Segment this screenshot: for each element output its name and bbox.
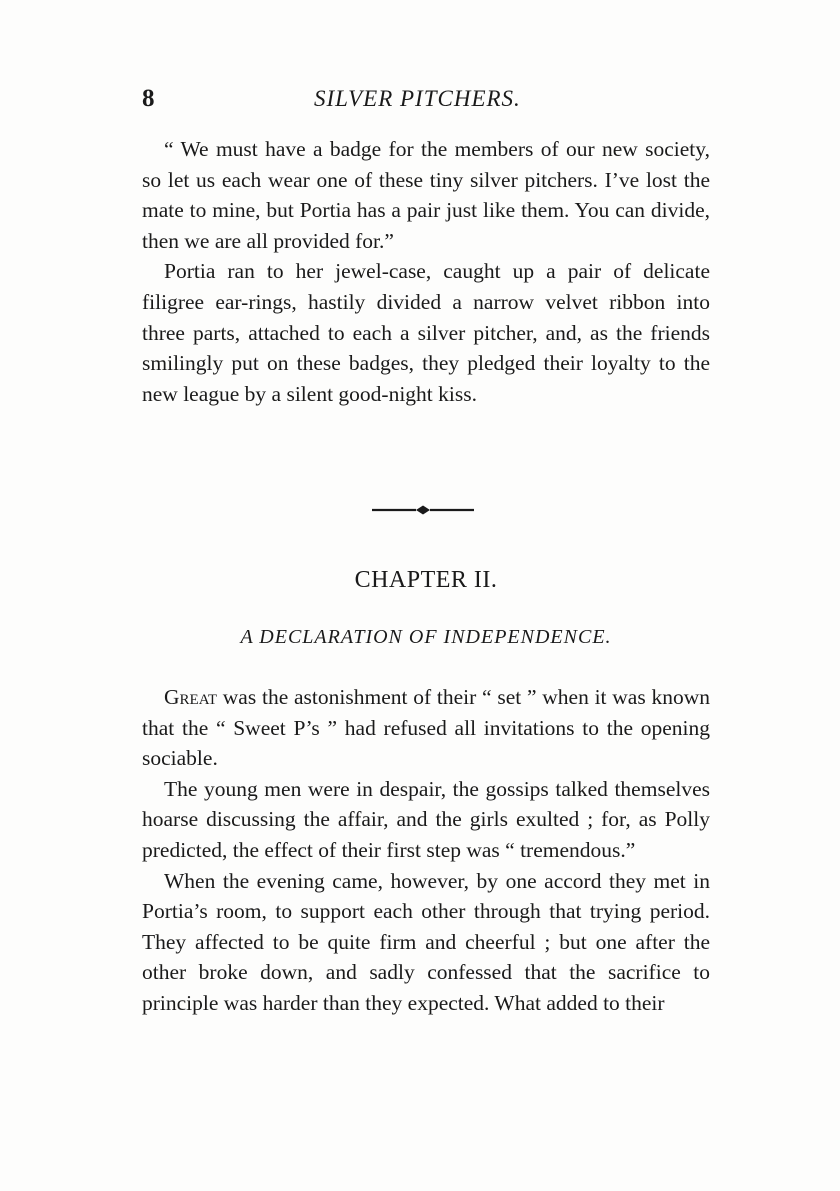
- section-divider-ornament: [372, 502, 474, 518]
- running-head: [142, 82, 712, 116]
- paragraph-rest: was the astonishment of their “ set ” when it was known that the “ Sweet P’s ” had refused all invitations to the opening sociable.: [142, 685, 710, 771]
- text-block-chapter-body: [142, 682, 710, 1019]
- running-title: SILVER PITCHERS.: [314, 86, 521, 111]
- drop-word: Great: [164, 685, 218, 709]
- chapter-heading: CHAPTER II.: [354, 567, 498, 593]
- paragraph: [142, 682, 710, 774]
- paragraph: The young men were in despair, the gossips talked themselves hoarse discussing the affair, and the girls exulted ; for, as Polly predicted, the effect of their first step was “ tremendous.”: [142, 776, 710, 862]
- paragraph: When the evening came, however, by one accord they met in Portia’s room, to support each other through that trying period. They affected to be quite firm and cheerful ; but one after the other broke down, and sadly confessed that the sacrifice to principle was harder than they expected. What added to their: [142, 868, 710, 1015]
- chapter-subtitle: A DECLARATION OF INDEPENDENCE.: [240, 626, 612, 648]
- paragraph: Portia ran to her jewel-case, caught up a pair of delicate filigree ear-rings, hastily divided a narrow velvet ribbon into three parts, attached to each a silver pitcher, and, as the friends smilingly put on these badges, they pledged their loyalty to the new league by a silent good-night kiss.: [142, 259, 710, 406]
- page-number: 8: [142, 85, 155, 112]
- text-block-before-chapter: [142, 134, 710, 409]
- paragraph: “ We must have a badge for the members of our new society, so let us each wear one of these tiny silver pitchers. I’ve lost the mate to mine, but Portia has a pair just like them. You can divide, then we are all provided for.”: [142, 137, 710, 253]
